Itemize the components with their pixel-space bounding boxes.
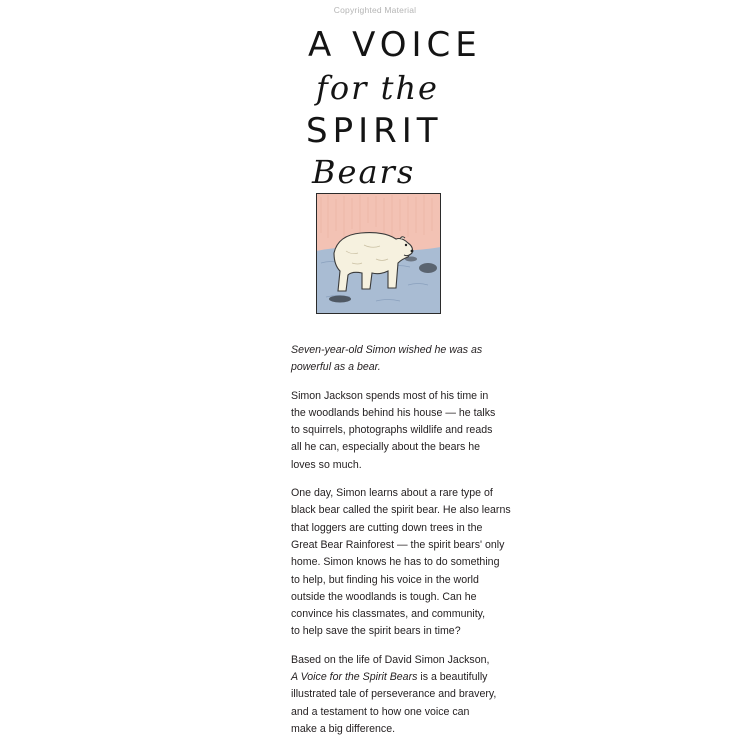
book-blurb bbox=[291, 342, 511, 749]
text-line: illustrated tale of perseverance and bravery, bbox=[291, 688, 497, 701]
text-line: convince his classmates, and community, bbox=[291, 608, 486, 621]
text-line: Simon Jackson spends most of his time in bbox=[291, 389, 489, 402]
title-line-3: SPIRIT bbox=[306, 111, 443, 151]
blurb-paragraph-3 bbox=[291, 652, 497, 738]
text-line: and a testament to how one voice can bbox=[291, 705, 470, 718]
text-line: Based on the life of David Simon Jackson, bbox=[291, 653, 490, 666]
text-line: home. Simon knows he has to do something bbox=[291, 556, 500, 569]
text-line: that loggers are cutting down trees in the bbox=[291, 521, 483, 534]
blurb-paragraph-1 bbox=[291, 388, 496, 474]
text-line: to squirrels, photographs wildlife and reads bbox=[291, 424, 493, 437]
bear-nose bbox=[411, 250, 414, 253]
rock-right bbox=[419, 263, 437, 273]
spirit-bear-illustration bbox=[316, 193, 441, 314]
text-line: Great Bear Rainforest — the spirit bears' only bbox=[291, 538, 505, 551]
text-line: make a big difference. bbox=[291, 722, 396, 735]
title-line-4: Bears bbox=[312, 153, 416, 191]
bear-eye bbox=[405, 244, 407, 246]
rock-bottom bbox=[329, 296, 351, 303]
text-line: to help save the spirit bears in time? bbox=[291, 625, 461, 638]
blurb-intro bbox=[291, 342, 481, 377]
book-title-reference: A Voice for the Spirit Bears bbox=[291, 671, 418, 684]
text-line: all he can, especially about the bears he bbox=[291, 441, 481, 454]
text-line: black bear called the spirit bear. He also learns bbox=[291, 504, 511, 517]
text-fragment: is a beautifully bbox=[417, 671, 488, 684]
text-line: One day, Simon learns about a rare type of bbox=[291, 487, 493, 500]
title-line-2: for the bbox=[316, 69, 439, 107]
text-line: Seven-year-old Simon wished he was as bbox=[291, 344, 483, 356]
text-line: the woodlands behind his house — he talks bbox=[291, 406, 496, 419]
text-line bbox=[291, 669, 488, 686]
text-line: to help, but finding his voice in the world bbox=[291, 573, 479, 586]
bear-illustration-svg bbox=[316, 193, 441, 314]
text-line: outside the woodlands is tough. Can he bbox=[291, 590, 477, 603]
copyright-watermark: Copyrighted Material bbox=[333, 5, 417, 15]
text-line: loves so much. bbox=[291, 458, 362, 471]
title-line-1: A VOICE bbox=[308, 25, 482, 65]
blurb-paragraph-2 bbox=[291, 485, 511, 641]
text-line: powerful as a bear. bbox=[291, 361, 381, 374]
